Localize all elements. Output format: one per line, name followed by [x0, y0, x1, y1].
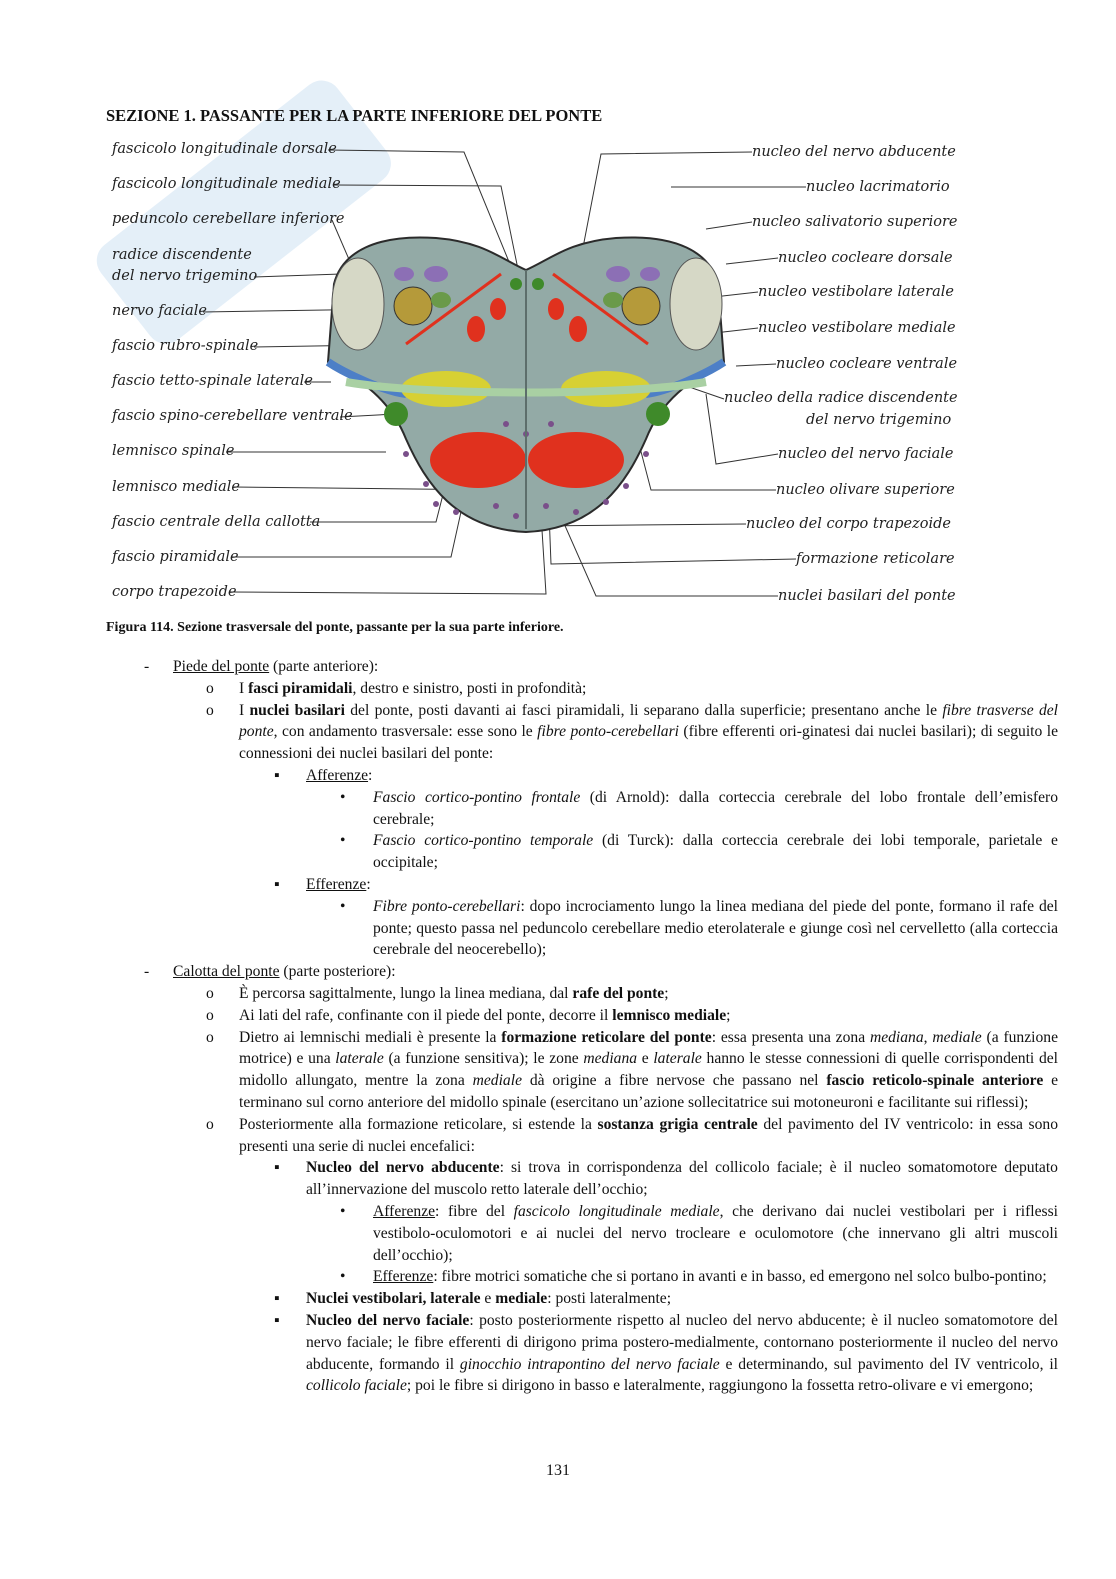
label-nucleo-olivare-superiore: nucleo olivare superiore — [776, 482, 955, 498]
circle-bullet: o — [206, 1115, 214, 1133]
text: : si trova in corrispondenza del collicolo faciale; è il nucleo somatomotore deputato all’innervazione del muscolo retto laterale dell’occhio; — [306, 1159, 1058, 1199]
text-italic: ginocchio intrapontino del nervo faciale — [459, 1355, 720, 1373]
list-item — [106, 678, 1058, 700]
label-nuclei-basilari: nuclei basilari del ponte — [778, 588, 956, 604]
text: : essa presenta una zona — [711, 1028, 870, 1046]
pons-figure — [106, 134, 958, 614]
label-nucleo-nervo-faciale: nucleo del nervo faciale — [778, 446, 954, 462]
circle-bullet: o — [206, 679, 214, 697]
label-fascio-rubro-spinale: fascio rubro-spinale — [112, 338, 259, 354]
text-bold: Nucleo del nervo faciale — [306, 1311, 470, 1329]
square-bullet: ▪ — [274, 1311, 280, 1329]
text: hanno le stesse connessioni di quelle corrispondenti del midollo allungato, mentre la zona — [239, 1050, 1058, 1090]
label-del-nervo-trigemino-left: del nervo trigemino — [112, 268, 258, 284]
label-nucleo-lacrimatorio: nucleo lacrimatorio — [806, 179, 950, 195]
circle-bullet: o — [206, 701, 214, 719]
text: : posti lateralmente; — [547, 1290, 672, 1308]
heading-calotta: Calotta del ponte — [173, 963, 280, 981]
dot-bullet: • — [340, 897, 346, 915]
list-item — [106, 896, 1058, 961]
text-italic: mediale — [932, 1028, 982, 1046]
text-bold: sostanza grigia centrale — [597, 1115, 758, 1133]
list-item — [106, 656, 1058, 678]
text-italic: laterale — [335, 1050, 384, 1068]
list-item — [106, 1114, 1058, 1158]
text-italic: fibre ponto-cerebellari — [537, 723, 679, 741]
text: : posto posteriormente rispetto al nucleo del nervo abducente; è il nucleo somatomotore del nervo faciale; le fibre efferenti di dirigono prima postero-medialmente, contornano posteriormente il nucleo del nervo abducente, formando il — [306, 1311, 1058, 1373]
text: e — [480, 1290, 496, 1308]
text: Posteriormente alla formazione reticolare, si estende la — [239, 1115, 598, 1133]
list-item — [106, 700, 1058, 765]
text: : fibre motrici somatiche che si portano in avanti e in basso, ed emergono nel solco bulbo-pontino; — [433, 1268, 1047, 1286]
text: (fibre efferenti ori-ginatesi dai nuclei basilari); di seguito le connessioni dei nuclei basilari del ponte: — [239, 723, 1058, 763]
text-bold: formazione reticolare del ponte — [501, 1028, 712, 1046]
label-del-nervo-trigemino-right: del nervo trigemino — [806, 412, 952, 428]
text: e determinando, sul pavimento del IV ventricolo, il — [719, 1355, 1058, 1373]
text: , — [923, 1028, 933, 1046]
text: Ai lati del rafe, confinante con il piede del ponte, decorre il — [239, 1006, 613, 1024]
text-italic: fascicolo longitudinale mediale — [513, 1202, 720, 1220]
list-item — [106, 1266, 1058, 1288]
text-bold: nuclei basilari — [249, 701, 345, 719]
list-item — [106, 765, 1058, 787]
text: I — [239, 701, 250, 719]
label-lemnisco-mediale: lemnisco mediale — [112, 479, 240, 495]
label-nucleo-nervo-abducente: nucleo del nervo abducente — [752, 144, 956, 160]
text-italic: Fascio cortico-pontino temporale — [373, 832, 594, 850]
square-bullet: ▪ — [274, 1290, 280, 1308]
text-italic: collicolo faciale — [306, 1377, 407, 1395]
circle-bullet: o — [206, 984, 214, 1002]
text: I — [239, 679, 249, 697]
label-fascio-centrale-della-callotta: fascio centrale della callotta — [112, 514, 321, 530]
text: : — [366, 875, 371, 893]
list-item — [106, 874, 1058, 896]
text: È percorsa sagittalmente, lungo la linea mediana, dal — [239, 984, 573, 1002]
heading-piede: Piede del ponte — [173, 658, 270, 675]
list-item — [106, 787, 1058, 831]
text: e — [637, 1050, 654, 1068]
square-bullet: ▪ — [274, 1159, 280, 1177]
text: ; — [726, 1006, 731, 1024]
text-underlined: Afferenze — [306, 766, 369, 784]
label-peduncolo-cerebellare-inferiore: peduncolo cerebellare inferiore — [112, 211, 345, 227]
list-item — [106, 983, 1058, 1005]
text-italic: Fibre ponto-cerebellari — [373, 897, 521, 915]
label-nucleo-corpo-trapezoide: nucleo del corpo trapezoide — [746, 516, 952, 532]
text: e terminano sul corno anteriore del midollo spinale (esercitano un’azione sollecitatrice sui motoneuroni e facilitante sui riflessi); — [239, 1072, 1059, 1111]
text-italic: laterale — [653, 1050, 702, 1068]
text: (a funzione motrice) e una — [239, 1028, 1058, 1068]
text-bold: mediale — [495, 1290, 548, 1308]
dot-bullet: • — [340, 1202, 346, 1220]
page-number: 131 — [546, 1462, 570, 1479]
dash-bullet: - — [144, 963, 150, 981]
figure-caption: Figura 114. Sezione trasversale del ponte, passante per la sua parte inferiore. — [106, 620, 564, 635]
square-bullet: ▪ — [274, 875, 280, 893]
text: ; — [664, 984, 669, 1002]
text-bold: lemnisco mediale — [612, 1006, 727, 1024]
list-item — [106, 1157, 1058, 1201]
list-item — [106, 830, 1058, 874]
text-underlined: Efferenze — [373, 1268, 434, 1286]
body-text — [106, 656, 1058, 1397]
text-bold: Nucleo del nervo abducente — [306, 1159, 500, 1177]
circle-bullet: o — [206, 1028, 214, 1046]
list-item — [106, 961, 1058, 983]
text-underlined: Efferenze — [306, 875, 367, 893]
label-lemnisco-spinale: lemnisco spinale — [112, 443, 235, 459]
text-bold: fascio reticolo-spinale anteriore — [826, 1072, 1044, 1090]
text-italic: mediana — [869, 1028, 924, 1046]
text-underlined: Afferenze — [373, 1202, 436, 1220]
label-nervo-faciale: nervo faciale — [112, 303, 208, 319]
label-formazione-reticolare: formazione reticolare — [796, 551, 955, 567]
label-nucleo-cocleare-ventrale: nucleo cocleare ventrale — [776, 356, 958, 372]
text: : dopo incrociamento lungo la linea mediana del piede del ponte, formano il rafe del ponte; questo passa nel peduncolo cerebellare medio eterolaterale e giunge così nel cervelletto (alla corteccia cerebrale del neocerebello); — [373, 897, 1058, 959]
text: , destro e sinistro, posti in profondità; — [352, 679, 587, 697]
label-fascicolo-longitudinale-mediale: fascicolo longitudinale mediale — [112, 176, 341, 192]
text-italic: mediale — [472, 1072, 522, 1090]
label-nucleo-salivatorio-superiore: nucleo salivatorio superiore — [752, 214, 958, 230]
text: (di Turck): dalla corteccia cerebrale dei lobi temporale, parietale e occipitale; — [373, 832, 1058, 872]
heading-suffix: (parte posteriore): — [279, 963, 396, 981]
text: ; poi le fibre si dirigono in basso e lateralmente, raggiungono la fossetta retro-olivare e vi emergono; — [406, 1377, 1034, 1395]
text: (di Arnold): dalla corteccia cerebrale del lobo frontale dell’emisfero cerebrale; — [373, 788, 1059, 828]
text: del pavimento del IV ventricolo: in essa sono presenti una serie di nuclei encefalici: — [239, 1115, 1058, 1155]
label-nucleo-vestibolare-mediale: nucleo vestibolare mediale — [758, 320, 956, 336]
list-item — [106, 1310, 1058, 1397]
label-fascio-tetto-spinale-laterale: fascio tetto-spinale laterale — [112, 373, 313, 389]
label-fascicolo-longitudinale-dorsale: fascicolo longitudinale dorsale — [112, 141, 337, 157]
square-bullet: ▪ — [274, 766, 280, 784]
label-radice-discendente: radice discendente — [112, 247, 252, 263]
text: , con andamento trasversale: esse sono le — [273, 723, 538, 741]
list-item — [106, 1288, 1058, 1310]
text-bold: fasci piramidali — [248, 679, 353, 697]
text: : fibre del — [435, 1202, 514, 1220]
text: : — [368, 766, 373, 784]
section-title: SEZIONE 1. PASSANTE PER LA PARTE INFERIORE DEL PONTE — [106, 106, 603, 125]
label-nucleo-cocleare-dorsale: nucleo cocleare dorsale — [778, 250, 953, 266]
heading-suffix: (parte anteriore): — [269, 658, 379, 675]
label-nucleo-vestibolare-laterale: nucleo vestibolare laterale — [758, 284, 954, 300]
text-bold: Nuclei vestibolari, laterale — [306, 1290, 481, 1308]
label-fascio-spino-cerebellare-ventrale: fascio spino-cerebellare ventrale — [112, 408, 353, 424]
text: dà origine a fibre nervose che passano nel — [522, 1072, 827, 1090]
text: del ponte, posti davanti ai fasci piramidali, li separano dalla superficie; presentano anche le — [344, 701, 943, 719]
list-item — [106, 1201, 1058, 1266]
dot-bullet: • — [340, 788, 346, 806]
text-bold: rafe del ponte — [572, 984, 665, 1002]
label-nucleo-radice-discendente: nucleo della radice discendente — [724, 390, 958, 406]
text-italic: mediana — [583, 1050, 638, 1068]
list-item — [106, 1027, 1058, 1114]
dot-bullet: • — [340, 1268, 346, 1286]
text: Dietro ai lemnischi mediali è presente la — [239, 1028, 502, 1046]
dot-bullet: • — [340, 832, 346, 850]
text-italic: fibre trasverse del ponte — [239, 701, 1059, 741]
label-corpo-trapezoide: corpo trapezoide — [112, 584, 237, 600]
dash-bullet: - — [144, 658, 150, 675]
text: , che derivano dai nuclei vestibolari per i riflessi vestibolo-oculomotori e ai nuclei del nervo trocleare e oculomotore (che innervano gli altri muscoli dell’occhio); — [373, 1202, 1058, 1264]
circle-bullet: o — [206, 1006, 214, 1024]
list-item — [106, 1005, 1058, 1027]
label-fascio-piramidale: fascio piramidale — [112, 549, 239, 565]
text-italic: Fascio cortico-pontino frontale — [373, 788, 581, 806]
text: (a funzione sensitiva); le zone — [383, 1050, 584, 1068]
